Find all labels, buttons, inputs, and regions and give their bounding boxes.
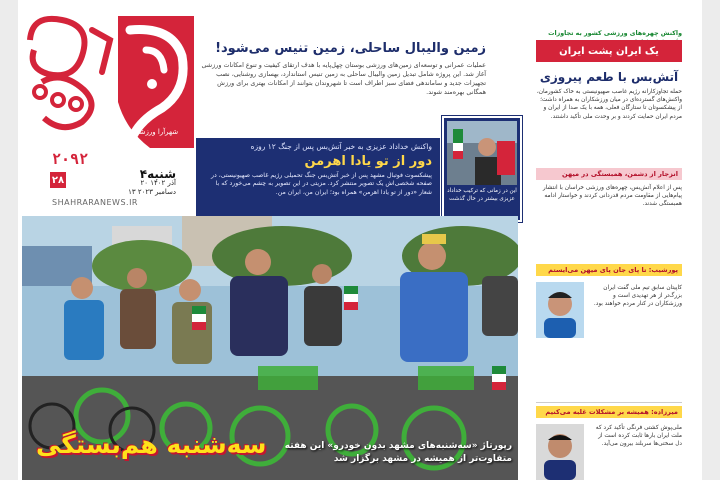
inset-photo-box [442, 116, 522, 222]
right-tag-3: میرزاده: همیشه بر مشکلات غلبه می‌کنیم [536, 406, 682, 418]
right-title[interactable]: آتش‌بس با طعم پیروزی [539, 70, 679, 84]
banner-story [196, 138, 440, 218]
masthead-year: ۲۰۹۲ [52, 150, 89, 168]
banner-kicker: واکنش خداداد عزیزی به خبر آتش‌بس پس از جنگ ۱۲ روزه [250, 142, 432, 151]
khodadad-photo [447, 121, 517, 185]
right-tag-1: انزجار از دشمن، همبستگی در میهن [536, 168, 682, 180]
banner-title[interactable]: دور از تو یادا اهرمن [304, 154, 432, 169]
top-story-title[interactable]: زمین والیبال ساحلی، زمین تنیس می‌شود! [215, 41, 486, 56]
pourshib-portrait [536, 282, 584, 338]
issue-badge: ۲۸ [50, 172, 66, 188]
right-tag-2: پورشیب: تا پای جان پای میهن می‌ایستم [536, 264, 682, 276]
photo-title[interactable]: سه‌شنبه هم‌بستگی [36, 430, 267, 459]
banner-body: پیشکسوت فوتبال مشهد پس از خبر آتش‌بس جنگ تحمیلی رژیم غاصب صهیونیستی، در صفحه شخصی‌اش یک تصویر منتشر کرد. مزیتی در این تصویر به چشم می‌خورد که با شعار «دور از تو یادا اهرمن» همراه بود؛ ایران من، ایران من. [211, 172, 432, 196]
shahrara-logo [22, 10, 200, 160]
date-persian: ۲۰ آذر ۱۴۰۲ [140, 179, 176, 187]
right-column [532, 0, 684, 480]
divider [536, 402, 682, 403]
logo-text: شهرآرا ورزشی [133, 128, 179, 136]
inset-caption: این در زمانی که ترکیب خداداد عزیزی بیشتر در حال گذشت [447, 188, 517, 202]
photo-subtitle: رپورتاژ «سه‌شنبه‌های مشهد بدون خودرو» این هفته متفاوت‌تر از همیشه در مشهد برگزار شد [284, 441, 512, 464]
weekday: ۴شنبه [139, 167, 176, 181]
right-body-2: پس از اعلام آتش‌بس، چهره‌های ورزشی خراسان با انتشار پیام‌هایی از مقاومت مردم قدردانی کردند و خواستار ادامه همبستگی شدند. [542, 185, 682, 208]
date-block [50, 167, 176, 197]
right-body-3: کاپیتان سابق تیم ملی گفت ایران بزرگ‌تر از هر تهدیدی است و ورزشکاران در کنار مردم خواهند بود. [593, 285, 682, 308]
site-url[interactable]: SHAHRARANEWS.IR [52, 198, 138, 207]
right-kicker: واکنش چهره‌های ورزشی کشور به تجاوزات [548, 30, 682, 37]
right-body-1: حمله تجاوزکارانه رژیم غاصب صهیونیستی به خاک کشورمان، واکنش‌های گسترده‌ای در میان ورزشکاران به همراه داشت؛ از پیشکسوتان تا ستارگان فعلی، همه با یک صدا از ایران و مردم ایران حمایت کردند و بر وحدت ملی تأکید داشتند. [536, 89, 682, 120]
top-story-body: عملیات عمرانی و توسعه‌ای زمین‌های ورزشی بوستان چهل‌پایه با هدف ارتقای کیفیت و تنوع امکانات ورزشی آغاز شد. این پروژه شامل تبدیل زمین والیبال ساحلی به زمین تنیس استاندارد، بهسازی روشنایی، نصب تجهیزات جدید و ساماندهی فضای سبز اطراف است تا شهروندان بتوانند از امکانات بهتری برای ورزش همگانی بهره‌مند شوند. [201, 61, 486, 96]
mirzadeh-portrait [536, 424, 584, 480]
right-body-4: ملی‌پوش کشتی فرنگی تأکید کرد که ملت ایران بارها ثابت کرده است از دل سختی‌ها سربلند بیرون می‌آید. [595, 425, 682, 448]
masthead [22, 10, 200, 210]
date-gregorian: ۱۳ دسامبر ۲۰۲۳ [128, 188, 176, 196]
right-banner[interactable]: یک ایران پشت ایران [536, 40, 682, 62]
